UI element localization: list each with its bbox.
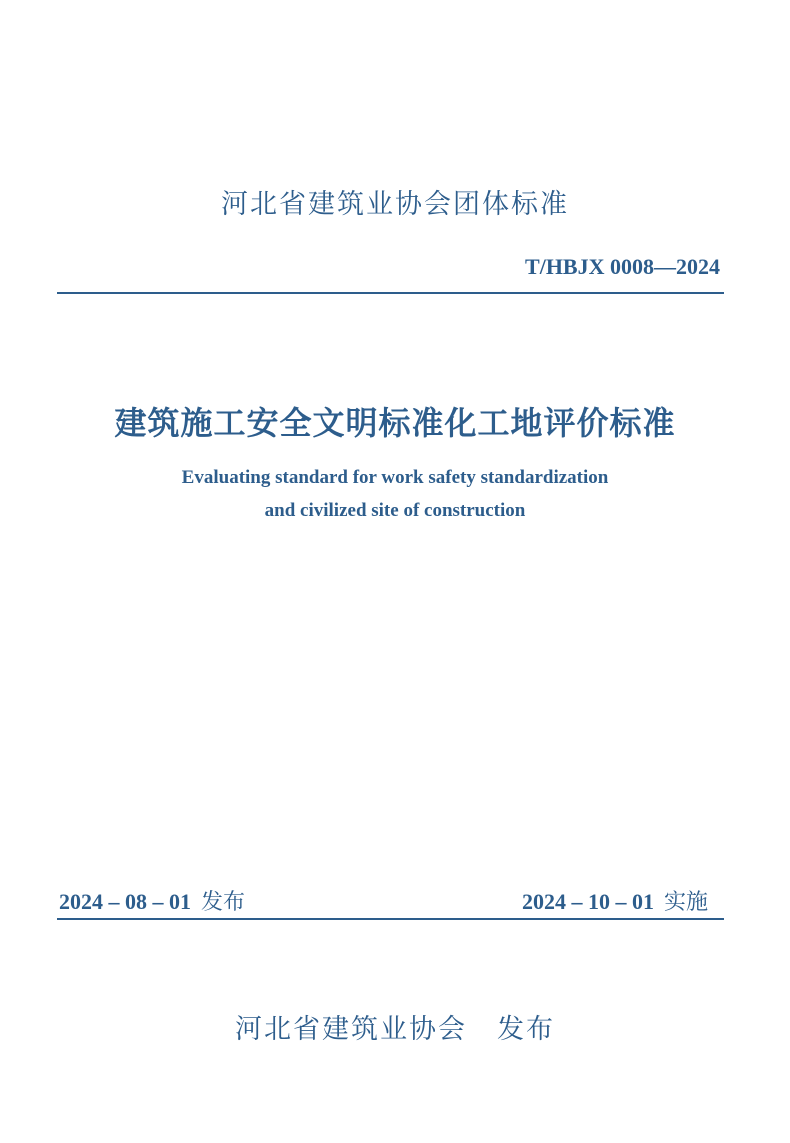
implement-label: 实施 <box>663 890 708 915</box>
publisher-line <box>0 1007 790 1046</box>
implement-date-block <box>522 885 708 916</box>
issue-date-block <box>59 885 245 916</box>
implement-date: 2024 – 10 – 01 <box>521 889 654 914</box>
organization-standard-header: 河北省建筑业协会团体标准 <box>221 189 569 220</box>
document-title-english-line1: Evaluating standard for work safety standardization <box>181 467 609 488</box>
issue-date: 2024 – 08 – 01 <box>59 889 191 914</box>
standard-code: T/HBJX 0008—2024 <box>525 254 720 279</box>
publisher-name: 河北省建筑业协会 <box>235 1014 467 1045</box>
top-divider <box>57 292 724 294</box>
publish-label: 发布 <box>497 1014 555 1045</box>
document-title-chinese: 建筑施工安全文明标准化工地评价标准 <box>114 404 676 442</box>
bottom-divider <box>57 918 724 920</box>
issue-label: 发布 <box>201 890 246 915</box>
document-title-english-line2: and civilized site of construction <box>264 500 526 521</box>
